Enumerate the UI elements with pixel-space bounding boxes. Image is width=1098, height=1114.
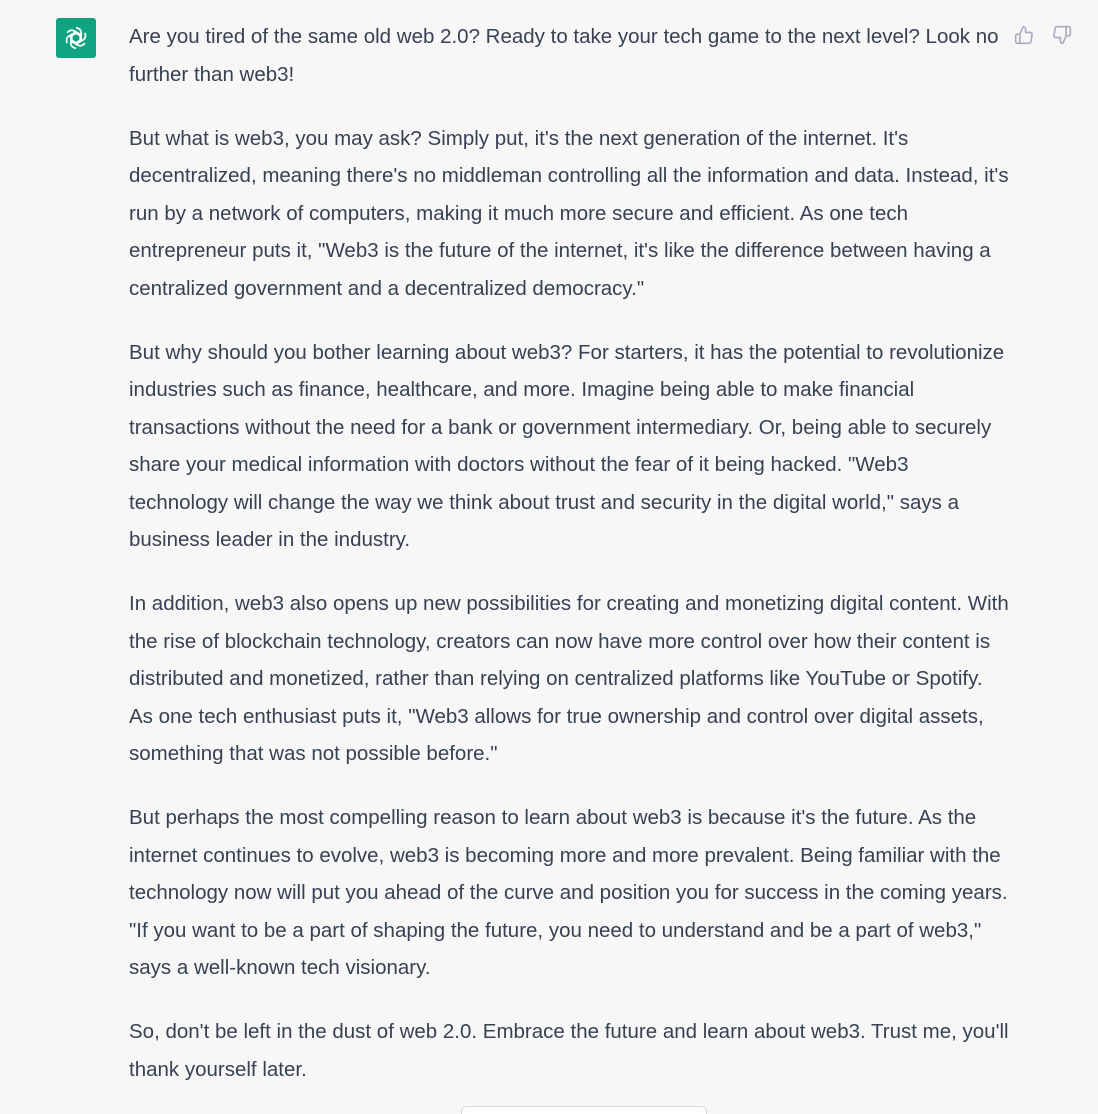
message-paragraph: But why should you bother learning about web3? For starters, it has the potential to revolutionize industries such as finance, healthcare, and more. Imagine being able to make financial transactions without the need for a bank or government intermediary. Or, being able to securely share your medical information with doctors without the fear of it being hacked. "Web3 technology will change the way we think about trust and security in the digital world," says a business leader in the industry. (129, 340, 1005, 551)
message-paragraph: Are you tired of the same old web 2.0? Ready to take your tech game to the next level? Look no further than web3! (129, 25, 999, 86)
message-paragraph: In addition, web3 also opens up new possibilities for creating and monetizing digital content. With the rise of blockchain technology, creators can now have more control over how their content is distributed and monetized, rather than relying on centralized platforms like YouTube or Spotify. As one tech enthusiast puts it, "Web3 allows for true ownership and control over digital assets, something that was not possible before." (129, 592, 1009, 765)
message-paragraph: But what is web3, you may ask? Simply put, it's the next generation of the internet. It's decentralized, meaning there's no middleman controlling all the information and data. Instead, it's run by a network of computers, making it much more secure and efficient. As one tech entrepreneur puts it, "Web3 is the future of the internet, it's like the difference between having a centralized government and a decentralized democracy." (129, 126, 1009, 300)
thumbs-down-button[interactable] (1051, 24, 1073, 46)
thumbs-down-icon (1052, 25, 1072, 45)
message-paragraph: But perhaps the most compelling reason to learn about web3 is because it's the future. As the internet continues to evolve, web3 is becoming more and more prevalent. Being familiar with the technology now will put you ahead of the curve and position you for success in the coming years. "If you want to be a part of shaping the future, you need to understand and be a part of web3," says a well-known tech visionary. (129, 806, 1008, 979)
message-paragraph: So, don't be left in the dust of web 2.0. Embrace the future and learn about web3. Trust me, you'll thank yourself later. (129, 1020, 1009, 1081)
thumbs-up-icon (1014, 25, 1034, 45)
regenerate-response-button[interactable] (461, 1106, 707, 1114)
feedback-buttons (1013, 24, 1073, 46)
openai-logo-icon (61, 23, 91, 53)
thumbs-up-button[interactable] (1013, 24, 1035, 46)
message-content (129, 18, 1009, 1114)
assistant-avatar (56, 18, 96, 58)
